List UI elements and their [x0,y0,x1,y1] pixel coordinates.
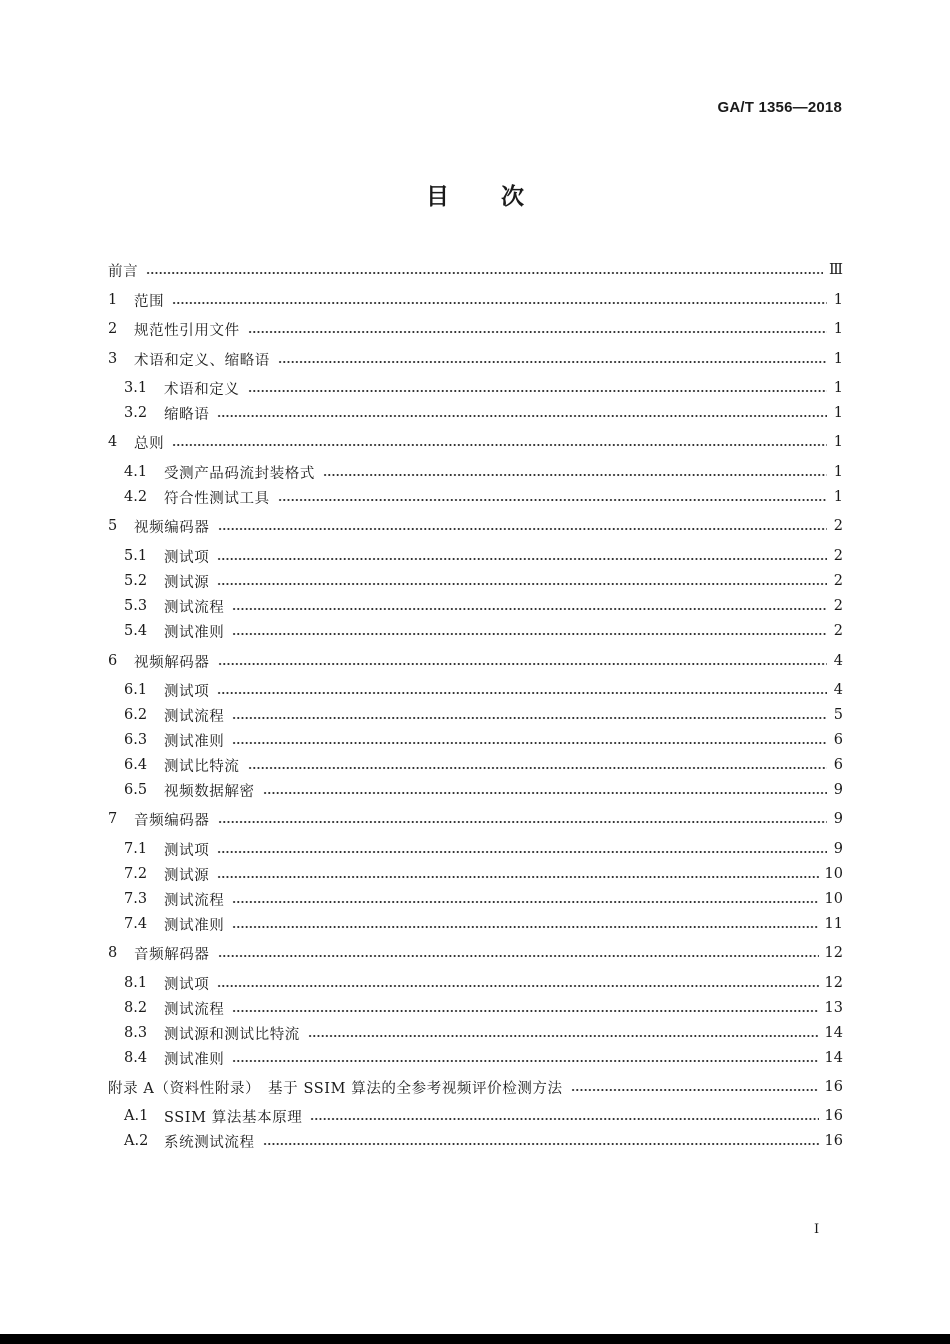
toc-entry-number: 8.3 [124,1025,148,1041]
toc-entry-number: 8 [108,945,118,961]
toc-leader-dots [218,527,828,531]
toc-leader-dots [218,662,828,666]
toc-entry-page: 12 [824,945,843,961]
toc-entry-label: 测试源 [164,867,210,884]
toc-entry[interactable] [108,807,843,831]
toc-entry[interactable] [108,1075,843,1099]
toc-entry[interactable] [108,288,843,312]
toc-entry-label: 缩略语 [164,406,210,423]
toc-entry-label: 视频编码器 [134,519,210,536]
toc-entry-number: 5 [108,518,118,534]
toc-leader-dots [218,954,819,958]
toc-leader-dots [248,330,827,334]
page-number: I [814,1222,820,1237]
toc-entry-page: 11 [824,916,843,932]
toc-entry-page: 2 [833,518,843,534]
toc-subentry[interactable] [124,1021,843,1045]
toc-entry-number: 3.2 [124,405,148,421]
toc-entry-label: 测试准则 [164,917,225,934]
title-char-2: 次 [501,184,524,210]
toc-entry-number: 6.1 [124,682,148,698]
toc-entry-label: 测试比特流 [164,758,240,775]
toc-entry[interactable] [108,941,843,965]
toc-subentry[interactable] [124,728,843,752]
toc-entry-number: A.2 [124,1133,149,1149]
toc-entry-page: 2 [833,623,843,639]
toc-leader-dots [263,791,827,795]
title-char-1: 目 [426,184,449,210]
toc-subentry[interactable] [124,460,843,484]
toc-entry-label: 前言 [108,263,139,280]
toc-subentry[interactable] [124,544,843,568]
toc-leader-dots [232,632,827,636]
toc-leader-dots [232,1059,818,1063]
toc-leader-dots [232,607,827,611]
toc-leader-dots [217,984,818,988]
toc-entry-number: 4.2 [124,489,148,505]
toc-subentry[interactable] [124,376,843,400]
toc-entry-label: 系统测试流程 [164,1134,255,1151]
toc-entry-number: 7.2 [124,866,148,882]
toc-entry-label: 测试准则 [164,624,225,641]
toc-subentry[interactable] [124,619,843,643]
toc-entry-label: 测试准则 [164,1051,225,1068]
toc-entry-page: 1 [833,464,843,480]
toc-entry-page: 1 [833,489,843,505]
toc-entry-page: 9 [833,841,843,857]
toc-entry-number: 6.4 [124,757,148,773]
toc-entry-page: 1 [833,405,843,421]
toc-subentry[interactable] [124,996,843,1020]
toc-entry-label: 测试项 [164,549,210,566]
toc-entry-number: 4 [108,434,118,450]
toc-entry-page: 10 [824,866,843,882]
toc-entry-number: 4.1 [124,464,148,480]
toc-subentry[interactable] [124,401,843,425]
toc-leader-dots [217,582,827,586]
toc-leader-dots [248,766,828,770]
toc-entry-number: 8.1 [124,975,148,991]
toc-entry-label: 视频解码器 [134,654,210,671]
toc-leader-dots [172,301,827,305]
toc-leader-dots [217,691,827,695]
toc-leader-dots [218,820,828,824]
toc-subentry[interactable] [124,1046,843,1070]
toc-entry-page: 16 [824,1133,843,1149]
toc-entry-label: 规范性引用文件 [134,322,240,339]
toc-entry-label: 音频编码器 [134,812,210,829]
toc-entry-number: 6 [108,653,118,669]
toc-entry-label: 符合性测试工具 [164,490,270,507]
toc-entry-label: 测试流程 [164,1001,225,1018]
toc-entry-label: 术语和定义 [164,381,240,398]
toc-entry-label: SSIM 算法基本原理 [164,1109,303,1126]
toc-entry-label: 受测产品码流封装格式 [164,465,315,482]
toc-subentry[interactable] [124,594,843,618]
toc-entry-page: 1 [833,434,843,450]
toc-entry-label: 测试准则 [164,733,225,750]
toc-entry-page: 4 [833,682,843,698]
toc-subentry[interactable] [124,678,843,702]
toc-subentry[interactable] [124,887,843,911]
toc-entry-page: 16 [824,1079,843,1095]
toc-entry-page: 6 [833,732,843,748]
toc-entry-number: 5.3 [124,598,148,614]
toc-entry-number: 6.5 [124,782,148,798]
toc-subentry[interactable] [124,912,843,936]
toc-leader-dots [232,1009,818,1013]
scan-bottom-edge [0,1334,950,1344]
toc-subentry[interactable] [124,703,843,727]
toc-entry-page: 1 [833,292,843,308]
toc-leader-dots [571,1088,819,1092]
toc-leader-dots [232,716,827,720]
toc-entry-page: 1 [833,380,843,396]
toc-entry-label: 视频数据解密 [164,783,255,800]
toc-entry-number: 8.2 [124,1000,148,1016]
toc-entry-number: 3 [108,351,118,367]
toc-subentry[interactable] [124,1104,843,1128]
toc-entry-page: 9 [833,782,843,798]
toc-entry-page: 2 [833,573,843,589]
toc-entry-number: 2 [108,321,118,337]
toc-entry-page: 16 [824,1108,843,1124]
toc-entry-number: 7.1 [124,841,148,857]
toc-entry-page: 14 [824,1025,843,1041]
toc-leader-dots [217,414,827,418]
toc-entry-page: 10 [824,891,843,907]
toc-entry-label: 音频解码器 [134,946,210,963]
toc-entry-page: 12 [824,975,843,991]
toc-entry-number: 5.2 [124,573,148,589]
standard-code: GA/T 1356—2018 [717,99,842,116]
toc-entry-page: 2 [833,548,843,564]
toc-entry-number: 6.3 [124,732,148,748]
toc-subentry[interactable] [124,569,843,593]
toc-leader-dots [217,557,827,561]
toc-entry-number: 5.1 [124,548,148,564]
toc-entry-label: 测试流程 [164,892,225,909]
toc-leader-dots [232,925,818,929]
toc-entry-label: 总则 [134,435,165,452]
toc-entry-number: 1 [108,292,118,308]
toc-subentry[interactable] [124,485,843,509]
toc-entry-page: 1 [833,321,843,337]
toc-leader-dots [217,875,818,879]
toc-subentry[interactable] [124,971,843,995]
toc-entry-number: 3.1 [124,380,148,396]
toc-entry[interactable] [108,258,843,282]
toc-entry-label: 测试项 [164,683,210,700]
toc-subentry[interactable] [124,862,843,886]
toc-entry-label: 测试流程 [164,708,225,725]
toc-subentry[interactable] [124,1129,843,1153]
toc-entry-number: 8.4 [124,1050,148,1066]
toc-entry-page: 9 [833,811,843,827]
toc-leader-dots [278,360,827,364]
toc-entry-page: 5 [833,707,843,723]
toc-entry[interactable] [108,649,843,673]
toc-entry-label: 术语和定义、缩略语 [134,352,270,369]
toc-subentry[interactable] [124,753,843,777]
toc-entry-page: 6 [833,757,843,773]
toc-leader-dots [248,389,828,393]
toc-entry-label: 范围 [134,293,165,310]
toc-entry-page: 13 [824,1000,843,1016]
toc-leader-dots [263,1142,819,1146]
toc-leader-dots [217,850,827,854]
toc-entry-number: 5.4 [124,623,148,639]
toc-leader-dots [146,271,823,275]
toc-entry-page: 14 [824,1050,843,1066]
toc-entry[interactable] [108,347,843,371]
toc-entry-number: 7.3 [124,891,148,907]
toc-leader-dots [172,443,827,447]
toc-entry-label: 测试流程 [164,599,225,616]
toc-leader-dots [232,900,818,904]
toc-entry-label: 测试源 [164,574,210,591]
page-title [0,178,950,211]
toc-entry-number: 6.2 [124,707,148,723]
toc-entry[interactable] [108,430,843,454]
toc-entry-page: 4 [833,653,843,669]
toc-entry[interactable] [108,317,843,341]
toc-leader-dots [310,1117,818,1121]
toc-leader-dots [323,473,827,477]
toc-entry[interactable] [108,514,843,538]
toc-leader-dots [278,498,827,502]
toc-entry-page: 1 [833,351,843,367]
toc-entry-page: 2 [833,598,843,614]
toc-entry-number: 7 [108,811,118,827]
toc-entry-label: 测试项 [164,976,210,993]
toc-leader-dots [308,1034,819,1038]
toc-subentry[interactable] [124,778,843,802]
toc-entry-label: 测试源和测试比特流 [164,1026,300,1043]
toc-leader-dots [232,741,827,745]
toc-entry-number: 7.4 [124,916,148,932]
toc-subentry[interactable] [124,837,843,861]
toc-entry-label: 测试项 [164,842,210,859]
toc-entry-page: Ⅲ [829,262,843,278]
toc-entry-label: 附录 A（资料性附录） 基于 SSIM 算法的全参考视频评价检测方法 [108,1080,563,1097]
toc-entry-number: A.1 [124,1108,149,1124]
